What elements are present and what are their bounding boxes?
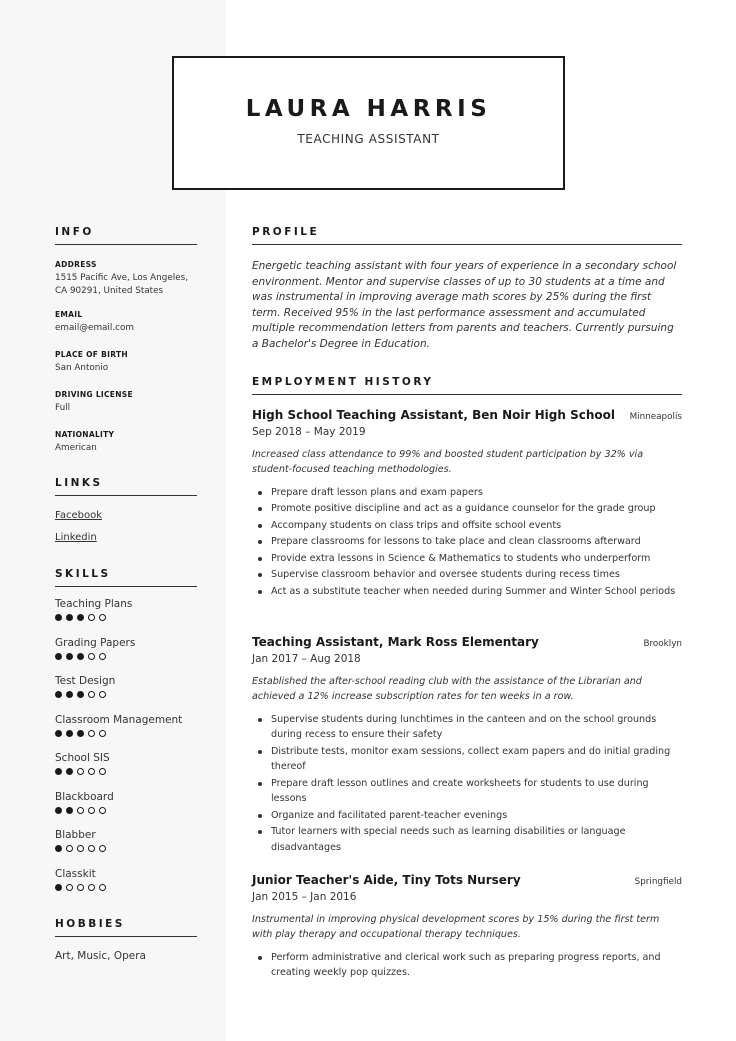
job-summary: Established the after-school reading club with the assistance of the Librarian and achieved a 12% increase subscription rates for ten weeks in a row.: [252, 676, 642, 703]
skill-item: [55, 868, 106, 891]
rating-dot-empty: [77, 845, 84, 852]
info-value: email@email.com: [55, 323, 134, 333]
job-title: Teaching Assistant, Mark Ross Elementary: [252, 635, 539, 649]
info-label: DRIVING LICENSE: [55, 390, 133, 399]
candidate-name: LAURA HARRIS: [245, 96, 492, 122]
skill-item: [55, 791, 114, 814]
rating-dot-empty: [99, 845, 106, 852]
bullet-item: Provide extra lessons in Science & Mathematics to students who underperform: [252, 551, 682, 567]
rating-dot-filled: [66, 807, 73, 814]
job-title: High School Teaching Assistant, Ben Noir High School: [252, 408, 615, 422]
skill-rating: [55, 691, 115, 698]
skill-name: Blackboard: [55, 790, 114, 803]
skill-name: Teaching Plans: [55, 598, 133, 610]
rating-dot-filled: [77, 691, 84, 698]
info-value: San Antonio: [55, 363, 109, 373]
bullet-item: Prepare draft lesson plans and exam papers: [252, 485, 682, 501]
rating-dot-empty: [88, 653, 95, 660]
rating-dot-empty: [88, 614, 95, 621]
skill-name: Classroom Management: [55, 713, 183, 726]
info-driving-license: [55, 390, 197, 415]
rating-dot-filled: [66, 730, 73, 737]
info-nationality: [55, 430, 197, 455]
skill-item: [55, 829, 106, 852]
rating-dot-filled: [55, 614, 62, 621]
skill-rating: [55, 730, 182, 737]
skill-rating: [55, 768, 110, 775]
rating-dot-empty: [99, 730, 106, 737]
job-bullets: [252, 485, 682, 600]
rating-dot-filled: [77, 614, 84, 621]
rating-dot-filled: [55, 807, 62, 814]
skill-rating: [55, 884, 106, 891]
facebook-link[interactable]: Facebook: [55, 510, 102, 521]
job-title: Junior Teacher's Aide, Tiny Tots Nursery: [252, 873, 521, 887]
bullet-item: Perform administrative and clerical work such as preparing progress reports, and creating weekly pop quizzes.: [252, 950, 682, 981]
rating-dot-filled: [66, 614, 73, 621]
rating-dot-empty: [77, 768, 84, 775]
candidate-title: TEACHING ASSISTANT: [297, 132, 440, 146]
skill-rating: [55, 807, 114, 814]
skill-item: [55, 675, 115, 698]
info-heading: INFO: [55, 226, 197, 245]
job-city: Minneapolis: [629, 412, 682, 422]
bullet-item: Act as a substitute teacher when needed during Summer and Winter School periods: [252, 584, 682, 600]
rating-dot-empty: [88, 691, 95, 698]
info-place-of-birth: [55, 350, 197, 375]
bullet-item: Tutor learners with special needs such as learning disabilities or language disadvantages: [252, 824, 682, 855]
profile-text: Energetic teaching assistant with four years of experience in a secondary school environment. Mentor and supervise classes of up to 30 students at a time and was instrumental in improving average math scores by 25% during the first term. Received 95% in the last performance assessment and accumulated multiple recommendation letters from parents and teachers. Currently pursuing a Bachelor's Degree in Education.: [252, 260, 677, 350]
rating-dot-empty: [66, 845, 73, 852]
bullet-item: Prepare classrooms for lessons to take place and clean classrooms afterward: [252, 534, 682, 550]
skill-item: [55, 714, 182, 737]
info-label: ADDRESS: [55, 260, 97, 269]
rating-dot-empty: [99, 614, 106, 621]
rating-dot-filled: [66, 691, 73, 698]
links-section: [55, 477, 197, 496]
skill-name: Grading Papers: [55, 636, 136, 649]
rating-dot-empty: [88, 884, 95, 891]
employment-heading: EMPLOYMENT HISTORY: [252, 376, 682, 395]
rating-dot-empty: [88, 807, 95, 814]
bullet-item: Supervise students during lunchtimes in the canteen and on the school grounds during recess to ensure their safety: [252, 712, 682, 743]
rating-dot-empty: [99, 691, 106, 698]
bullet-item: Supervise classroom behavior and oversee students during recess times: [252, 567, 682, 583]
rating-dot-filled: [55, 845, 62, 852]
bullet-item: Promote positive discipline and act as a guidance counselor for the grade group: [252, 501, 682, 517]
rating-dot-empty: [99, 768, 106, 775]
job-summary: Instrumental in improving physical development scores by 15% during the first term with play therapy and occupational therapy techniques.: [252, 914, 660, 941]
skill-rating: [55, 614, 132, 621]
skill-rating: [55, 653, 135, 660]
bullet-item: Organize and facilitated parent-teacher evenings: [252, 808, 682, 824]
rating-dot-filled: [55, 730, 62, 737]
rating-dot-filled: [55, 768, 62, 775]
profile-heading: PROFILE: [252, 226, 682, 245]
bullet-item: Accompany students on class trips and offsite school events: [252, 518, 682, 534]
bullet-item: Distribute tests, monitor exam sessions, collect exam papers and do initial grading thereof: [252, 744, 682, 775]
employment-section: [252, 376, 682, 395]
rating-dot-filled: [77, 653, 84, 660]
rating-dot-empty: [88, 768, 95, 775]
job-bullets: [252, 712, 682, 856]
rating-dot-empty: [77, 884, 84, 891]
rating-dot-empty: [88, 730, 95, 737]
job-dates: Jan 2017 – Aug 2018: [252, 653, 361, 665]
job-entry: [252, 635, 682, 856]
info-value: Full: [55, 403, 71, 413]
skill-name: Test Design: [55, 675, 116, 687]
info-label: EMAIL: [55, 310, 83, 319]
linkedin-link[interactable]: Linkedin: [55, 532, 97, 543]
job-city: Springfield: [634, 877, 682, 887]
name-header-box: [172, 56, 565, 190]
job-city: Brooklyn: [643, 639, 682, 649]
rating-dot-filled: [55, 691, 62, 698]
rating-dot-filled: [66, 653, 73, 660]
info-value: American: [55, 443, 97, 453]
info-address: [55, 260, 197, 298]
info-section: [55, 226, 197, 245]
rating-dot-empty: [99, 807, 106, 814]
links-heading: LINKS: [55, 477, 197, 496]
skill-item: [55, 752, 110, 775]
info-label: NATIONALITY: [55, 430, 115, 439]
job-entry: [252, 408, 682, 600]
skills-section: [55, 568, 197, 587]
bullet-item: Prepare draft lesson outlines and create worksheets for students to use during lessons: [252, 776, 682, 807]
rating-dot-empty: [99, 653, 106, 660]
rating-dot-filled: [55, 653, 62, 660]
job-entry: [252, 873, 682, 982]
skill-name: Blabber: [55, 829, 96, 841]
hobbies-text: Art, Music, Opera: [55, 950, 146, 962]
rating-dot-filled: [66, 768, 73, 775]
hobbies-section: [55, 918, 197, 937]
info-value: 1515 Pacific Ave, Los Angeles, CA 90291, United States: [55, 273, 188, 296]
info-email: [55, 310, 197, 335]
job-bullets: [252, 950, 682, 981]
rating-dot-filled: [55, 884, 62, 891]
skill-item: [55, 598, 132, 621]
job-dates: Sep 2018 – May 2019: [252, 426, 366, 438]
rating-dot-filled: [77, 730, 84, 737]
rating-dot-empty: [77, 807, 84, 814]
skills-heading: SKILLS: [55, 568, 197, 587]
job-summary: Increased class attendance to 99% and boosted student participation by 32% via student-focused teaching methodologies.: [252, 449, 644, 476]
skill-item: [55, 637, 135, 660]
rating-dot-empty: [88, 845, 95, 852]
skill-name: School SIS: [55, 752, 110, 764]
job-dates: Jan 2015 – Jan 2016: [252, 891, 357, 903]
hobbies-heading: HOBBIES: [55, 918, 197, 937]
skill-rating: [55, 845, 106, 852]
skill-name: Classkit: [55, 867, 96, 880]
profile-section: [252, 226, 682, 353]
rating-dot-empty: [99, 884, 106, 891]
info-label: PLACE OF BIRTH: [55, 350, 128, 359]
rating-dot-empty: [66, 884, 73, 891]
